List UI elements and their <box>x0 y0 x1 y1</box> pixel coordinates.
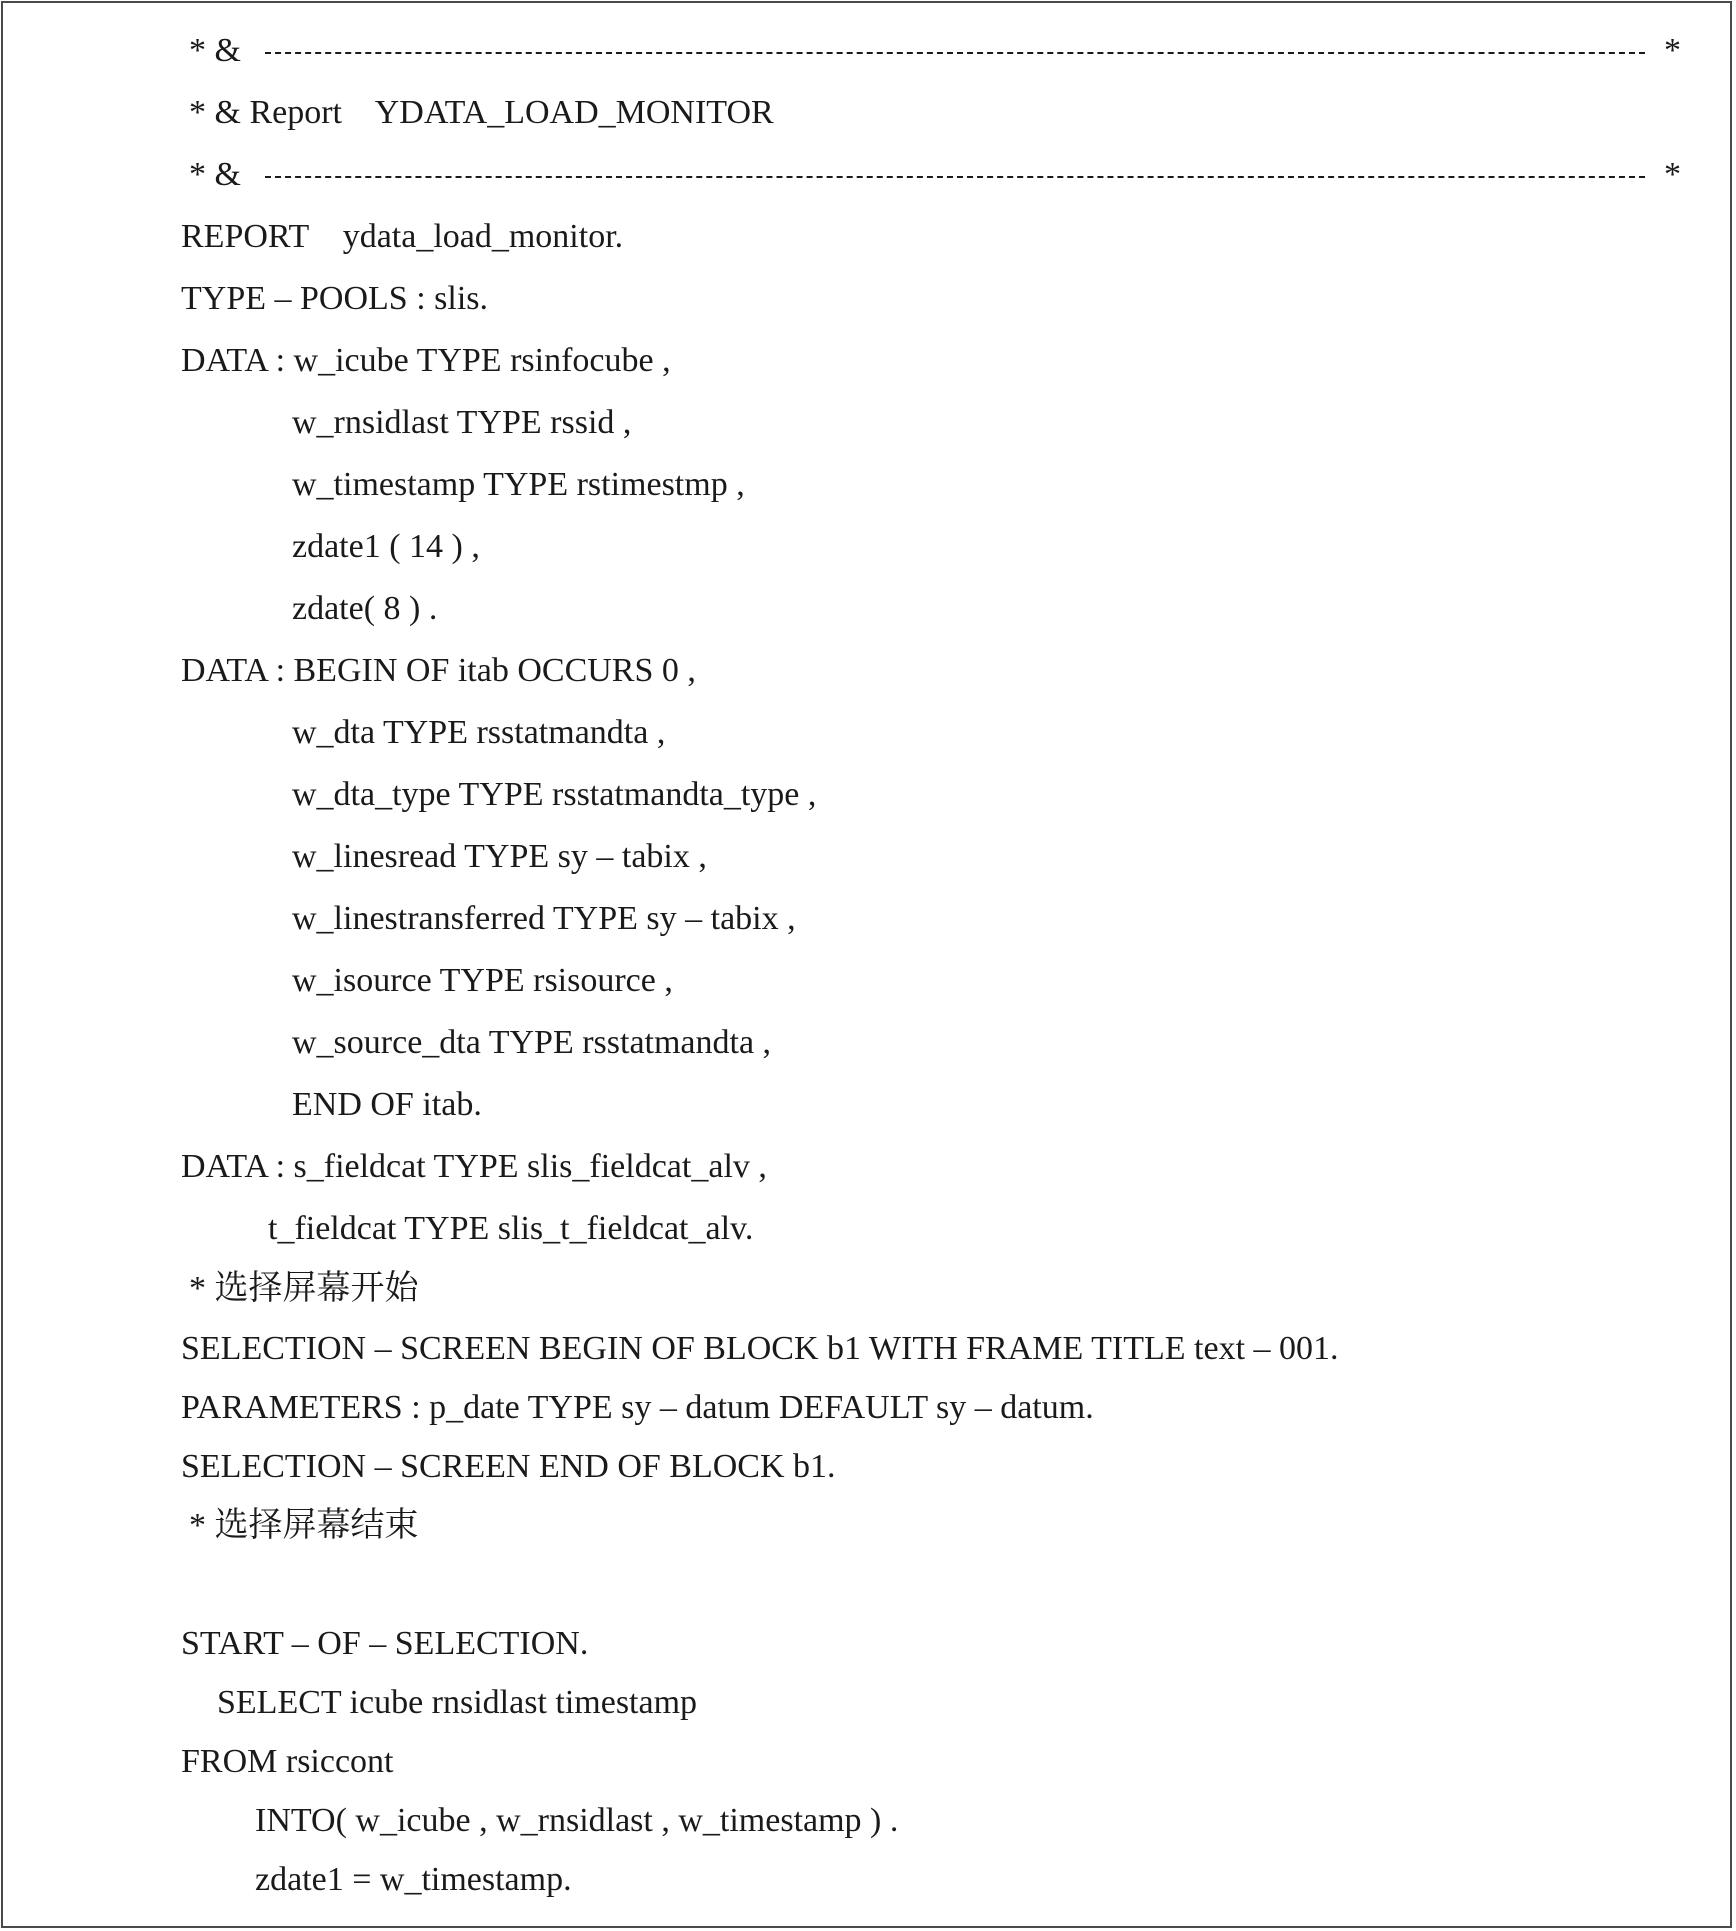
code-line: SELECT icube rnsidlast timestamp <box>217 1684 698 1721</box>
code-line: w_isource TYPE rsisource , <box>292 962 673 999</box>
code-line: w_linesread TYPE sy – tabix , <box>292 838 707 875</box>
code-line: t_fieldcat TYPE slis_t_fieldcat_alv. <box>268 1210 754 1247</box>
code-line: DATA : BEGIN OF itab OCCURS 0 , <box>181 652 696 689</box>
report-comment: * & Report YDATA_LOAD_MONITOR <box>189 94 774 131</box>
code-frame <box>1 1 1732 1928</box>
code-line: PARAMETERS : p_date TYPE sy – datum DEFAULT sy – datum. <box>181 1389 1094 1426</box>
code-line: INTO( w_icube , w_rnsidlast , w_timestamp ) . <box>255 1802 899 1839</box>
code-line: w_timestamp TYPE rstimestmp , <box>292 466 745 503</box>
code-line: w_source_dta TYPE rsstatmandta , <box>292 1024 772 1061</box>
comment-line: * 选择屏幕开始 <box>189 1270 419 1307</box>
code-line: w_linestransferred TYPE sy – tabix , <box>292 900 796 937</box>
code-line: FROM rsiccont <box>181 1743 394 1780</box>
code-line: DATA : w_icube TYPE rsinfocube , <box>181 342 671 379</box>
code-line: REPORT ydata_load_monitor. <box>181 218 624 255</box>
code-line: START – OF – SELECTION. <box>181 1625 589 1662</box>
code-line: w_dta TYPE rsstatmandta , <box>292 714 666 751</box>
code-line: SELECTION – SCREEN END OF BLOCK b1. <box>181 1448 836 1485</box>
dashed-rule <box>265 52 1645 54</box>
code-line: zdate( 8 ) . <box>292 590 438 627</box>
code-line: zdate1 ( 14 ) , <box>292 528 480 565</box>
code-line: DATA : s_fieldcat TYPE slis_fieldcat_alv , <box>181 1148 767 1185</box>
code-line: w_dta_type TYPE rsstatmandta_type , <box>292 776 817 813</box>
comment-line: * 选择屏幕结束 <box>189 1507 419 1544</box>
code-line: zdate1 = w_timestamp. <box>255 1861 572 1898</box>
dashed-rule <box>265 176 1645 178</box>
code-line: SELECTION – SCREEN BEGIN OF BLOCK b1 WITH FRAME TITLE text – 001. <box>181 1330 1339 1367</box>
code-line: TYPE – POOLS : slis. <box>181 280 488 317</box>
code-line: w_rnsidlast TYPE rssid , <box>292 404 632 441</box>
comment-rule-bottom: * & * <box>189 156 1681 193</box>
comment-rule-top: * & * <box>189 32 1681 69</box>
code-line: END OF itab. <box>292 1086 482 1123</box>
